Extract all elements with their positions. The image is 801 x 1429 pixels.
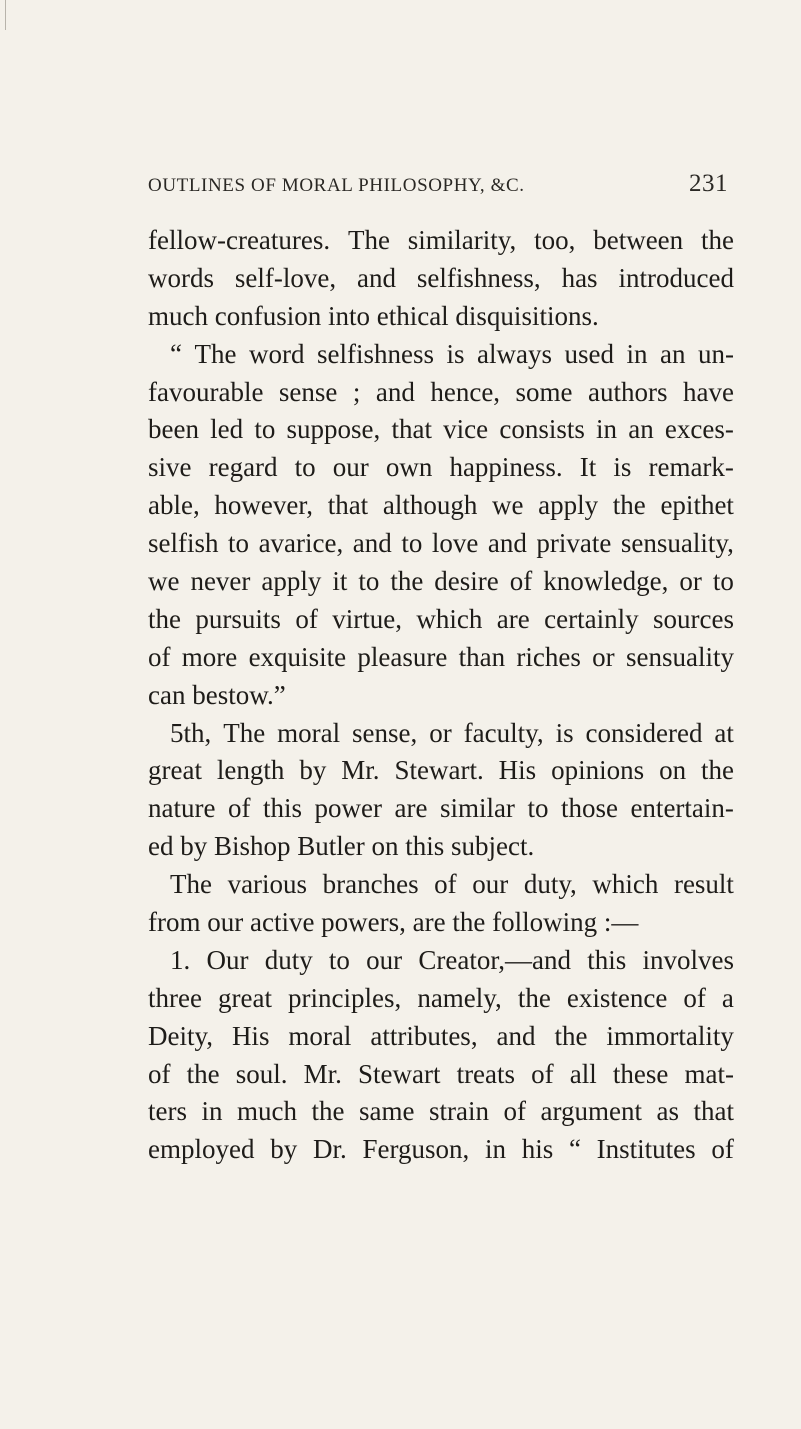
text-line: 5th, The moral sense, or faculty, is considered at <box>170 717 734 748</box>
text-line: fellow-creatures. The similarity, too, between the <box>148 225 734 255</box>
text-line: sive regard to our own happiness. It is remark- <box>148 452 734 483</box>
text-line: nature of this power are similar to those entertain- <box>148 793 734 824</box>
text-line: favourable sense ; and hence, some authors have <box>148 376 734 407</box>
running-head-title: OUTLINES OF MORAL PHILOSOPHY, &C. <box>148 175 525 196</box>
text-line: 1. Our duty to our Creator,—and this involves <box>170 944 734 975</box>
text-line: the pursuits of virtue, which are certainly sources <box>148 603 734 634</box>
text-line: “ The word selfishness is always used in an un- <box>170 338 734 369</box>
text-line: three great principles, namely, the existence of a <box>148 982 734 1013</box>
text-line: great length by Mr. Stewart. His opinions on the <box>148 755 734 786</box>
text-line: words self-love, and selfishness, has introduced <box>148 262 734 293</box>
body-text <box>148 222 734 1169</box>
text-line: Deity, His moral attributes, and the immortality <box>148 1020 734 1051</box>
text-line: employed by Dr. Ferguson, in his “ Institutes of <box>148 1134 734 1165</box>
text-line: been led to suppose, that vice consists in an exces- <box>148 414 734 445</box>
text-line: much confusion into ethical disquisitions. <box>148 300 599 331</box>
running-head <box>148 170 728 202</box>
text-line: of the soul. Mr. Stewart treats of all these mat- <box>148 1058 734 1089</box>
text-line: The various branches of our duty, which result <box>170 869 734 900</box>
text-line: ters in much the same strain of argument as that <box>148 1096 734 1127</box>
text-line: of more exquisite pleasure than riches or sensuality <box>148 641 734 672</box>
page-edge-mark <box>5 0 6 30</box>
text-line: able, however, that although we apply the epithet <box>148 490 734 521</box>
text-line: can bestow.” <box>148 679 286 710</box>
text-line: selfish to avarice, and to love and private sensuality, <box>148 528 734 559</box>
text-line: we never apply it to the desire of knowledge, or to <box>148 566 734 597</box>
page-number: 231 <box>689 170 728 197</box>
text-line: ed by Bishop Butler on this subject. <box>148 831 535 862</box>
text-line: from our active powers, are the following :— <box>148 907 639 938</box>
